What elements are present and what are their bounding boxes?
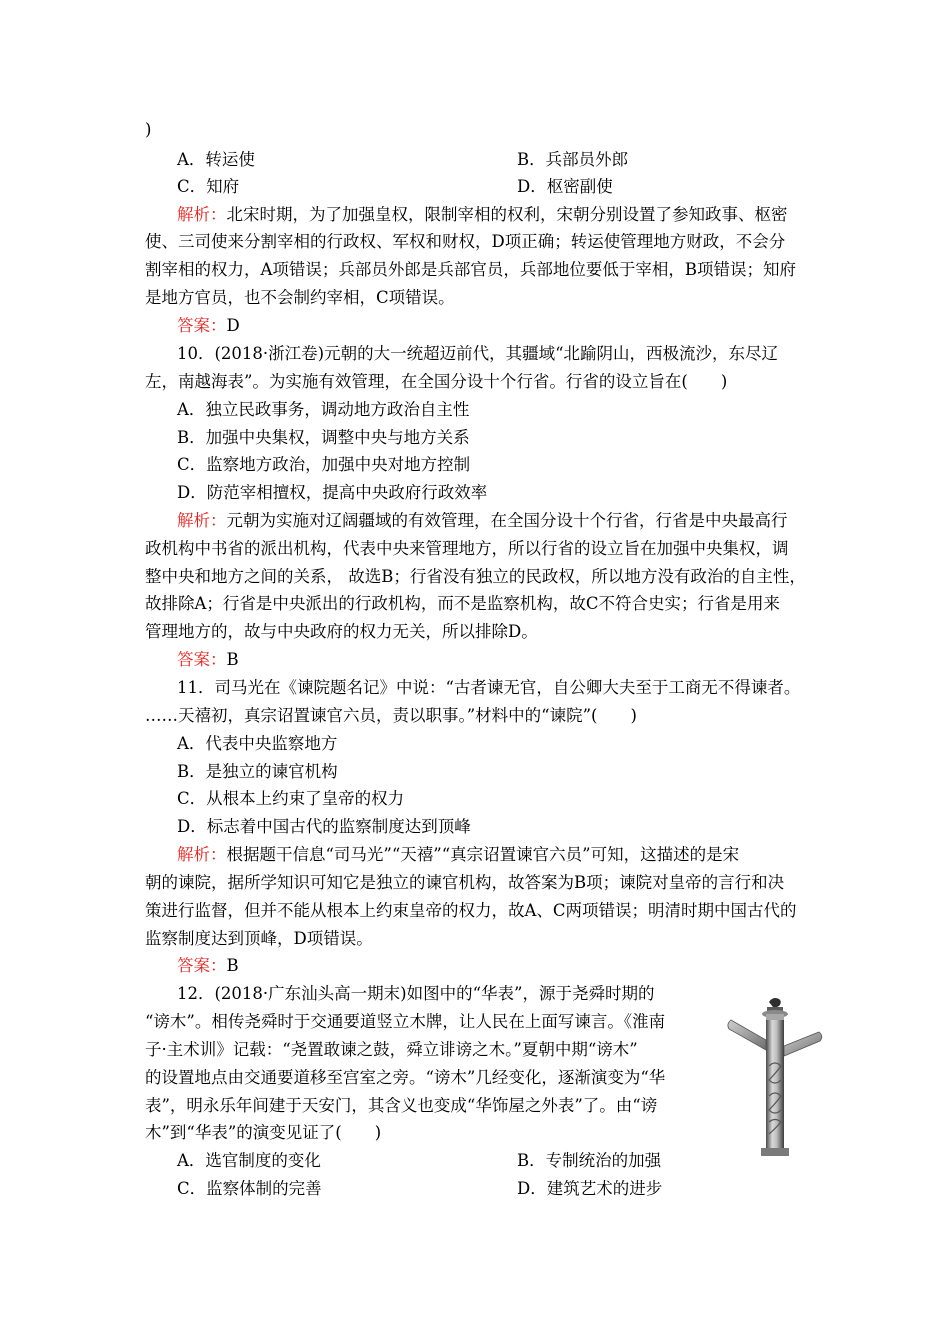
q9-option-a: A．转运使 xyxy=(177,150,255,169)
q10-analysis-line-1: 解析：元朝为实施对辽阔疆域的有效管理，在全国分设十个行省，行省是中央最高行 xyxy=(177,511,788,530)
q11-analysis-line-4: 监察制度达到顶峰，D项错误。 xyxy=(145,929,373,948)
q10-answer: 答案：B xyxy=(177,650,239,669)
q12-stem-line-5: 表”，明永乐年间建于天安门，其含义也变成“华饰屋之外表”了。由“谤 xyxy=(145,1096,658,1115)
q9-answer: 答案：D xyxy=(177,316,240,335)
q12-stem-line-2: “谤木”。相传尧舜时于交通要道竖立木牌，让人民在上面写谏言。《淮南 xyxy=(145,1012,666,1031)
q9-analysis-line-1: 解析：北宋时期，为了加强皇权，限制宰相的权利，宋朝分别设置了参知政事、枢密 xyxy=(177,205,788,224)
q12-stem-line-6: 木”到“华表”的演变见证了( ) xyxy=(145,1123,382,1142)
q11-stem-line-2: ……天禧初，真宗诏置谏官六员，责以职事。”材料中的“谏院”( ) xyxy=(145,706,637,725)
q9-option-c: C．知府 xyxy=(177,177,240,196)
q11-option-d: D．标志着中国古代的监察制度达到顶峰 xyxy=(177,817,471,836)
q10-option-a: A．独立民政事务，调动地方政治自主性 xyxy=(177,400,470,419)
analysis-label: 解析： xyxy=(177,845,227,864)
q9-analysis-line-3: 割宰相的权力，A项错误；兵部员外郎是兵部官员，兵部地位要低于宰相，B项错误；知府 xyxy=(145,260,797,279)
q10-analysis-line-4: 故排除A；行省是中央派出的行政机构，而不是监察机构，故C不符合史实；行省是用来 xyxy=(145,594,781,613)
q9-analysis-line-4: 是地方官员，也不会制约宰相，C项错误。 xyxy=(145,288,455,307)
q10-analysis-line-3: 整中央和地方之间的关系， 故选B；行省没有独立的民政权，所以地方没有政治的自主性， xyxy=(145,567,806,586)
analysis-label: 解析： xyxy=(177,511,227,530)
q9-stem-tail: ) xyxy=(145,120,152,139)
q12-stem-line-3: 子·主术训》记载：“尧置敢谏之鼓，舜立诽谤之木。”夏朝中期“谤木” xyxy=(145,1040,638,1059)
q11-stem-line-1: 11．司马光在《谏院题名记》中说：“古者谏无官，自公卿大夫至于工商无不得谏者。 xyxy=(177,678,801,697)
q12-option-d: D．建筑艺术的进步 xyxy=(517,1179,663,1198)
q9-analysis-line-2: 使、三司使来分割宰相的行政权、军权和财权，D项正确；转运使管理地方财政，不会分 xyxy=(145,232,786,251)
q11-analysis-line-1: 解析：根据题干信息“司马光”“天禧”“真宗诏置谏官六员”可知，这描述的是宋 xyxy=(177,845,740,864)
q12-option-c: C．监察体制的完善 xyxy=(177,1179,322,1198)
q11-option-b: B．是独立的谏官机构 xyxy=(177,762,338,781)
analysis-label: 解析： xyxy=(177,205,227,224)
huabiao-pillar-image xyxy=(725,996,825,1158)
q9-option-b: B．兵部员外郎 xyxy=(517,150,629,169)
q10-option-d: D．防范宰相擅权，提高中央政府行政效率 xyxy=(177,483,488,502)
q11-analysis-line-3: 策进行监督，但并不能从根本上约束皇帝的权力，故A、C两项错误；明清时期中国古代的 xyxy=(145,901,797,920)
q11-analysis-line-2: 朝的谏院，据所学知识可知它是独立的谏官机构，故答案为B项；谏院对皇帝的言行和决 xyxy=(145,873,785,892)
answer-label: 答案： xyxy=(177,650,227,669)
q10-option-c: C．监察地方政治，加强中央对地方控制 xyxy=(177,455,471,474)
q10-stem-line-1: 10．(2018·浙江卷)元朝的大一统超迈前代，其疆域“北踰阴山，西极流沙，东尽辽 xyxy=(177,344,779,363)
q12-option-a: A．选官制度的变化 xyxy=(177,1151,321,1170)
q12-stem-line-1: 12．(2018·广东汕头高一期末)如图中的“华表”，源于尧舜时期的 xyxy=(177,984,655,1003)
answer-label: 答案： xyxy=(177,316,227,335)
q11-option-a: A．代表中央监察地方 xyxy=(177,734,338,753)
q10-stem-line-2: 左，南越海表”。为实施有效管理，在全国分设十个行省。行省的设立旨在( ) xyxy=(145,372,728,391)
q10-analysis-line-2: 政机构中书省的派出机构，代表中央来管理地方，所以行省的设立旨在加强中央集权，调 xyxy=(145,539,789,558)
q9-option-d: D．枢密副使 xyxy=(517,177,613,196)
q10-option-b: B．加强中央集权，调整中央与地方关系 xyxy=(177,428,470,447)
q10-analysis-line-5: 管理地方的，故与中央政府的权力无关，所以排除D。 xyxy=(145,622,538,641)
answer-label: 答案： xyxy=(177,956,227,975)
q11-answer: 答案：B xyxy=(177,956,239,975)
q12-stem-line-4: 的设置地点由交通要道移至宫室之旁。“谤木”几经变化，逐渐演变为“华 xyxy=(145,1068,666,1087)
q11-option-c: C．从根本上约束了皇帝的权力 xyxy=(177,789,405,808)
q12-option-b: B．专制统治的加强 xyxy=(517,1151,662,1170)
